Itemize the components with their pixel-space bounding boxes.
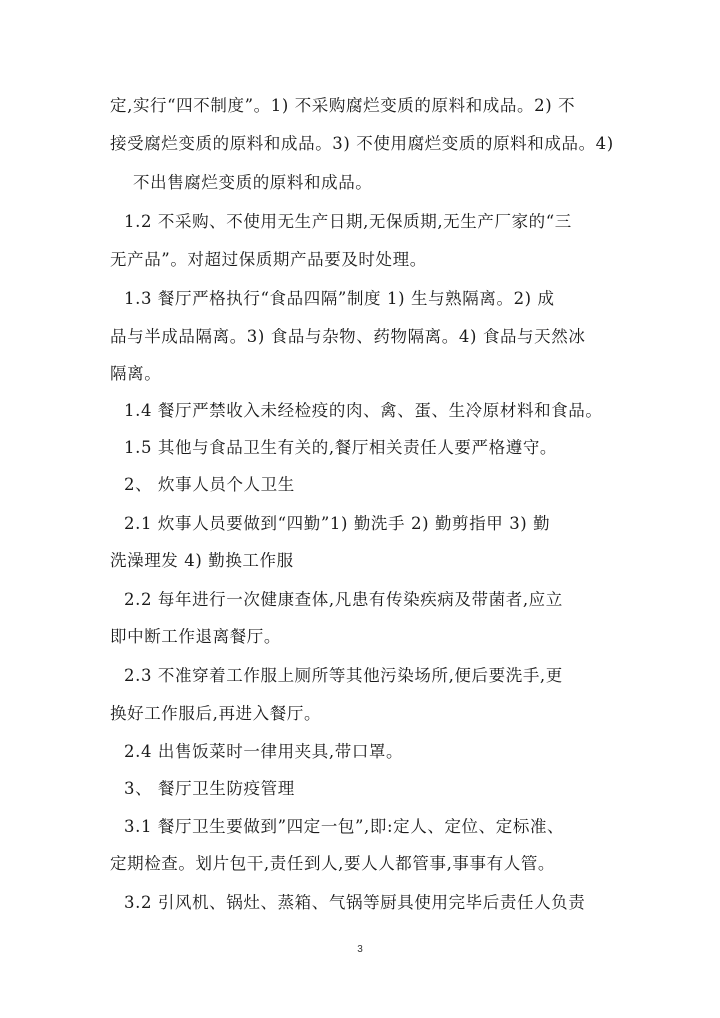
text-line: 2.2 每年进行一次健康查体,凡患有传染疾病及带菌者,应立: [124, 590, 563, 609]
text-line: 接受腐烂变质的原料和成品。3) 不使用腐烂变质的原料和成品。4): [110, 134, 614, 153]
page-number: 3: [357, 944, 363, 955]
text-line: 定期检查。划片包干,责任到人,要人人都管事,事事有人管。: [110, 854, 556, 873]
text-line: 不出售腐烂变质的原料和成品。: [133, 173, 373, 192]
text-line: 无产品”。对超过保质期产品要及时处理。: [110, 250, 427, 269]
text-line: 3.1 餐厅卫生要做到”四定一包”,即:定人、定位、定标准、: [124, 817, 565, 836]
section-heading: 2、 炊事人员个人卫生: [124, 475, 295, 494]
text-line: 换好工作服后,再进入餐厅。: [110, 704, 322, 723]
text-line: 定,实行“四不制度”。1) 不采购腐烂变质的原料和成品。2) 不: [110, 96, 576, 115]
text-line: 2.4 出售饭菜时一律用夹具,带口罩。: [124, 742, 404, 761]
text-line: 洗澡理发 4) 勤换工作服: [110, 551, 294, 570]
text-line: 即中断工作退离餐厅。: [110, 627, 281, 646]
section-heading: 3、 餐厅卫生防疫管理: [124, 779, 295, 798]
text-line: 品与半成品隔离。3) 食品与杂物、药物隔离。4) 食品与天然冰: [110, 327, 586, 346]
text-line: 1.5 其他与食品卫生有关的,餐厅相关责任人要严格遵守。: [124, 438, 558, 457]
text-line: 1.3 餐厅严格执行“食品四隔”制度 1) 生与熟隔离。2) 成: [124, 289, 555, 308]
text-line: 1.4 餐厅严禁收入未经检疫的肉、禽、蛋、生冷原材料和食品。: [124, 401, 603, 420]
text-line: 2.3 不准穿着工作服上厕所等其他污染场所,便后要洗手,更: [124, 666, 563, 685]
text-line: 3.2 引风机、锅灶、蒸箱、气锅等厨具使用完毕后责任人负责: [124, 893, 586, 912]
text-line: 隔离。: [110, 364, 162, 383]
text-line: 2.1 炊事人员要做到“四勤”1) 勤洗手 2) 勤剪指甲 3) 勤: [124, 514, 551, 533]
text-line: 1.2 不采购、不使用无生产日期,无保质期,无生产厂家的“三: [124, 212, 572, 231]
